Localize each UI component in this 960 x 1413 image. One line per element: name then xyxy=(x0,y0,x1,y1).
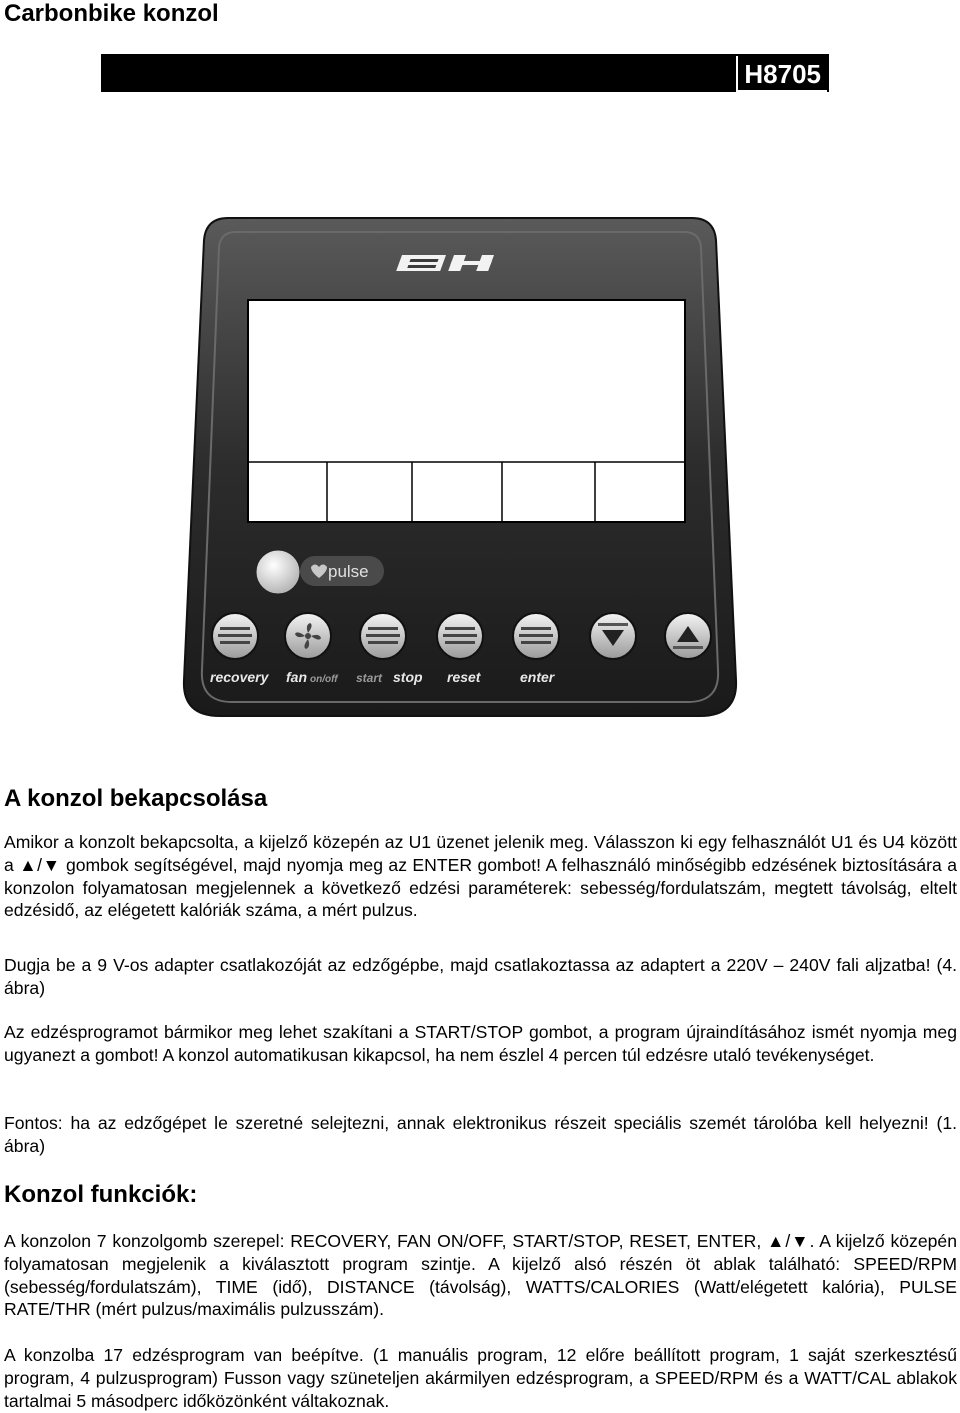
page-title: Carbonbike konzol xyxy=(4,0,219,27)
console-illustration xyxy=(180,210,740,720)
disposal-paragraph: Fontos: ha az edzőgépet le szeretné selejtezni, annak elektronikus részeit speciális szemét tárolóba kell helyezni! (1. ábra) xyxy=(4,1113,957,1156)
start-stop-paragraph: Az edzésprogramot bármikor meg lehet szakítani a START/STOP gombot, a program újraindításához ismét nyomja meg ugyanezt a gombot! A konzol automatikusan kikapcsol, ha nem észlel 4 percen túl edzésre utaló tevékenységet. xyxy=(4,1022,957,1065)
adapter-paragraph: Dugja be a 9 V-os adapter csatlakozóját az edzőgépbe, majd csatlakoztassa az adaptert a 220V – 240V fali aljzatba! (4. ábra) xyxy=(4,955,957,998)
model-code: H8705 xyxy=(736,56,827,92)
power-on-paragraph: Amikor a konzolt bekapcsolta, a kijelző közepén az U1 üzenet jelenik meg. Válasszon ki egy felhasználót U1 és U4 között a ▲/▼ gombok segítségével, majd nyomja meg az ENTER gombot! A felhasználó minőségibb edzésének biztosítására a konzolon folyamatosan megjelennek a következő edzési paraméterek: sebesség/fordulatszám, megtett távolság, eltelt edzésidő, az elégetett kalóriák száma, a mért pulzus. xyxy=(4,832,957,921)
pulse-label: pulse xyxy=(328,562,369,581)
reset-button[interactable] xyxy=(437,613,483,659)
start-label: start xyxy=(356,671,383,685)
lcd-screen xyxy=(248,300,685,522)
pulse-sensor xyxy=(256,550,300,594)
pulse-pill xyxy=(300,556,384,586)
fan-sub-label: on/off xyxy=(310,674,338,685)
fan-label: fan xyxy=(286,669,307,685)
fan-button[interactable] xyxy=(285,613,331,659)
functions-heading: Konzol funkciók: xyxy=(4,1181,198,1208)
recovery-button[interactable] xyxy=(212,613,258,659)
down-button[interactable] xyxy=(590,613,636,659)
stop-label: stop xyxy=(393,669,423,685)
power-on-heading: A konzol bekapcsolása xyxy=(4,785,268,812)
start-stop-button[interactable] xyxy=(360,613,406,659)
enter-label: enter xyxy=(520,669,555,685)
model-bar xyxy=(101,54,829,92)
up-button[interactable] xyxy=(665,613,711,659)
functions-paragraph: A konzolon 7 konzolgomb szerepel: RECOVERY, FAN ON/OFF, START/STOP, RESET, ENTER, ▲/▼. A kijelző közepén folyamatosan megjelenik a kiválasztott program szintje. A kijelző alsó részén öt ablak található: SPEED/RPM (sebesség/fordulatszám), TIME (idő), DISTANCE (távolság), WATTS/CALORIES (Watt/elégetett kalória), PULSE RATE/THR (mért pulzus/maximális pulzusszám). xyxy=(4,1231,957,1320)
recovery-label: recovery xyxy=(210,669,269,685)
enter-button[interactable] xyxy=(513,613,559,659)
reset-label: reset xyxy=(447,669,481,685)
programs-paragraph: A konzolba 17 edzésprogram van beépítve. (1 manuális program, 12 előre beállított program, 1 saját szerkesztésű program, 4 pulzusprogram) Fusson vagy szüneteljen akármilyen edzésprogram, a SPEED/RPM és a WATT/CAL ablakok tartalmai 5 másodperc időközönként váltakoznak. xyxy=(4,1345,957,1411)
